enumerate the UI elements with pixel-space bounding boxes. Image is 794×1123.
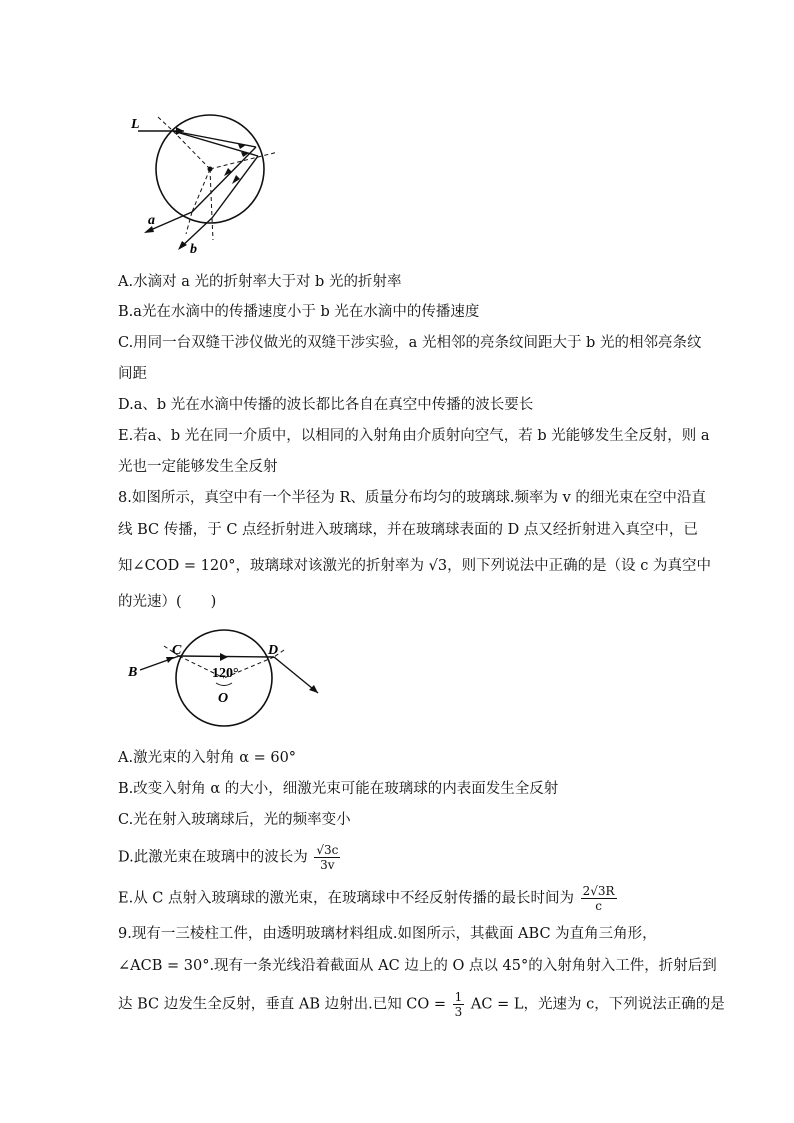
- q8-stem-line3: 知∠COD = 120°，玻璃球对该激光的折射率为 √3，则下列说法中正确的是（设 c 为真空中: [118, 558, 711, 574]
- fraction-numerator: 2√3R: [582, 884, 615, 898]
- fraction-denominator: 3: [454, 1005, 463, 1019]
- label-a: a: [148, 213, 155, 228]
- label-angle: 120°: [212, 666, 239, 681]
- q9-stem-line2: ∠ACB = 30°.现有一条光线沿着截面从 AC 边上的 O 点以 45°的入射角射入工件，折射后到: [118, 958, 717, 974]
- glass-sphere-figure: [124, 626, 324, 736]
- label-B: B: [128, 665, 138, 680]
- q8-stem-line4: 的光速）( ): [118, 594, 217, 610]
- fraction: [581, 884, 617, 913]
- q8-option-e: [118, 884, 619, 913]
- q8-option-e-text: E.从 C 点射入玻璃球的激光束，在玻璃球中不经反射传播的最长时间为: [118, 890, 575, 907]
- q9-stem-line1: 9.现有一三棱柱工件，由透明玻璃材料组成.如图所示，其截面 ABC 为直角三角形，: [118, 926, 657, 942]
- label-C: C: [172, 643, 182, 658]
- q8-option-a: A.激光束的入射角 α = 60°: [118, 750, 297, 766]
- fraction-denominator: 3v: [320, 858, 335, 872]
- label-O: O: [218, 691, 229, 706]
- q7-option-c-line1: C.用同一台双缝干涉仪做光的双缝干涉实验，a 光相邻的亮条纹间距大于 b 光的相邻亮条纹: [118, 335, 702, 351]
- water-droplet-figure: [128, 112, 288, 257]
- q9-stem-line3: [118, 990, 725, 1019]
- q8-stem-line2: 线 BC 传播，于 C 点经折射进入玻璃球，并在玻璃球表面的 D 点又经折射进入真空中，已: [118, 522, 698, 538]
- q7-option-c-line2: 间距: [118, 366, 147, 382]
- q7-option-b: B.a光在水滴中的传播速度小于 b 光在水滴中的传播速度: [118, 304, 480, 320]
- label-D: D: [268, 643, 279, 658]
- q8-option-b: B.改变入射角 α 的大小，细激光束可能在玻璃球的内表面发生全反射: [118, 781, 559, 797]
- q7-option-d: D.a、b 光在水滴中传播的波长都比各自在真空中传播的波长要长: [118, 397, 534, 413]
- q7-option-e-line2: 光也一定能够发生全反射: [118, 459, 278, 475]
- fraction-denominator: c: [595, 899, 602, 913]
- fraction-numerator: 1: [454, 990, 463, 1004]
- q7-option-a: A.水滴对 a 光的折射率大于对 b 光的折射率: [118, 274, 402, 290]
- q8-option-d: [118, 843, 342, 872]
- q8-option-c: C.光在射入玻璃球后，光的频率变小: [118, 812, 351, 828]
- fraction: [453, 990, 465, 1019]
- q9-stem-line3-b: AC = L，光速为 c，下列说法正确的是: [470, 996, 725, 1013]
- q8-stem-line1: 8.如图所示，真空中有一个半径为 R、质量分布均匀的玻璃球.频率为 v 的细光束在空中沿直: [118, 490, 706, 506]
- q8-option-d-text: D.此激光束在玻璃中的波长为: [118, 849, 308, 866]
- label-L: L: [131, 117, 140, 132]
- q9-stem-line3-a: 达 BC 边发生全反射，垂直 AB 边射出.已知 CO =: [118, 996, 447, 1013]
- label-b: b: [190, 242, 197, 257]
- fraction-numerator: √3c: [316, 843, 339, 857]
- fraction: [314, 843, 340, 872]
- q7-option-e-line1: E.若a、b 光在同一介质中，以相同的入射角由介质射向空气，若 b 光能够发生全反射，则 a: [118, 428, 710, 444]
